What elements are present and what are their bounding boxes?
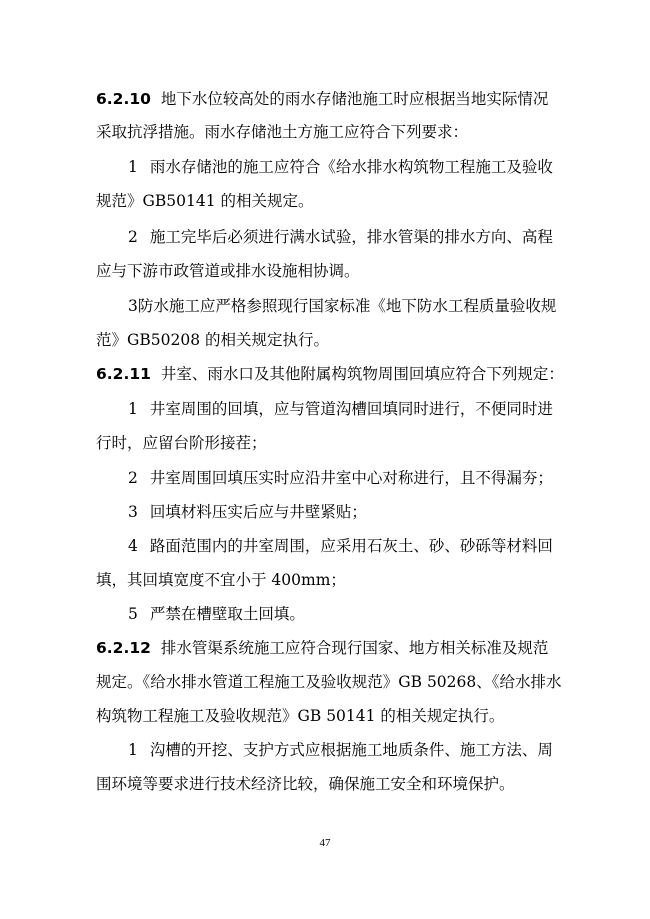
clause-6-2-12-item-1-line-1: 1 沟槽的开挖、支护方式应根据施工地质条件、施工方法、周	[128, 741, 553, 759]
clause-6-2-11-line-1: 6.2.11 井室、雨水口及其他附属构筑物周围回填应符合下列规定：	[96, 365, 564, 383]
clause-6-2-10-item-2-line-1: 2 施工完毕后必须进行满水试验，排水管渠的排水方向、高程	[128, 228, 553, 246]
clause-6-2-11-item-1-line-1: 1 井室周围的回填，应与管道沟槽回填同时进行，不便同时进	[128, 400, 553, 418]
clause-6-2-10-line-2: 采取抗浮措施。雨水存储池土方施工应符合下列要求：	[96, 123, 469, 141]
clause-6-2-11-item-4-line-1: 4 路面范围内的井室周围，应采用石灰土、砂、砂砾等材料回	[128, 537, 553, 555]
clause-number: 6.2.10	[96, 90, 151, 108]
clause-6-2-10-item-3-line-1: 3防水施工应严格参照现行国家标准《地下防水工程质量验收规	[128, 297, 557, 315]
clause-6-2-11-item-5: 5 严禁在槽壁取土回填。	[128, 605, 305, 623]
clause-6-2-11-item-2: 2 井室周围回填压实时应沿井室中心对称进行，且不得漏夯；	[128, 469, 553, 487]
clause-6-2-10-item-3-line-2: 范》GB50208 的相关规定执行。	[96, 331, 330, 349]
clause-6-2-11-item-3: 3 回填材料压实后应与井壁紧贴；	[128, 503, 367, 521]
clause-6-2-10-item-1-line-2: 规范》GB50141 的相关规定。	[96, 192, 314, 210]
clause-6-2-10-item-1-line-1: 1 雨水存储池的施工应符合《给水排水构筑物工程施工及验收	[128, 158, 553, 176]
clause-6-2-10-item-2-line-2: 应与下游市政管道或排水设施相协调。	[96, 262, 360, 280]
clause-6-2-12-line-1: 6.2.12 排水管渠系统施工应符合现行国家、地方相关标准及规范	[96, 639, 549, 657]
clause-6-2-12-item-1-line-2: 围环境等要求进行技术经济比较，确保施工安全和环境保护。	[96, 775, 515, 793]
clause-6-2-11-item-4-line-2: 填，其回填宽度不宜小于 400mm；	[96, 571, 346, 589]
clause-6-2-11-item-1-line-2: 行时，应留台阶形接茬；	[96, 434, 267, 452]
clause-number: 6.2.12	[96, 639, 151, 657]
page-number: 47	[319, 837, 331, 849]
clause-6-2-12-line-3: 构筑物工程施工及验收规范》GB 50141 的相关规定执行。	[96, 707, 505, 725]
clause-6-2-12-line-2: 规定。《给水排水管道工程施工及验收规范》GB 50268、《给水排水	[96, 673, 562, 691]
clause-6-2-10-line-1: 6.2.10 地下水位较高处的雨水存储池施工时应根据当地实际情况	[96, 90, 549, 108]
clause-number: 6.2.11	[96, 365, 151, 383]
